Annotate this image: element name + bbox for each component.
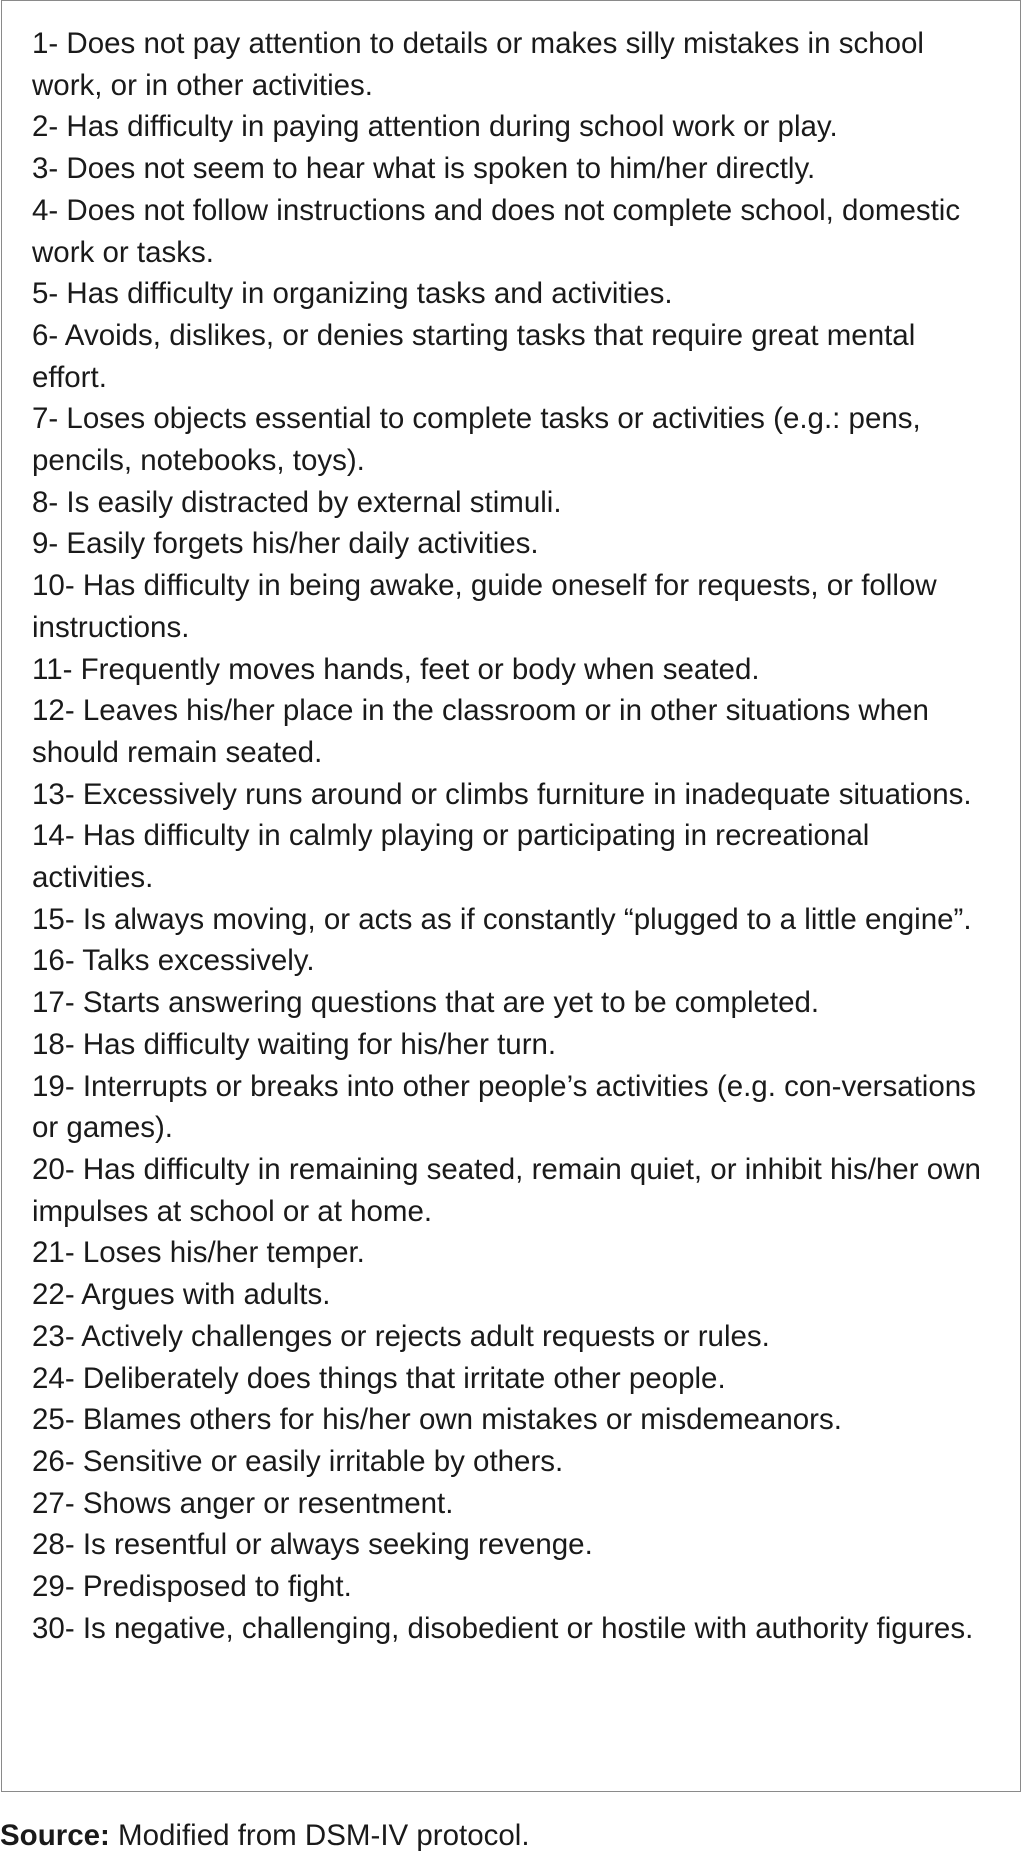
list-item: 2- Has difficulty in paying attention during school work or play. (32, 110, 838, 144)
list-item: 18- Has difficulty waiting for his/her turn. (32, 1027, 557, 1061)
list-item: 11- Frequently moves hands, feet or body when seated. (32, 652, 760, 686)
source-text: Modified from DSM-IV protocol. (109, 1819, 530, 1852)
source-label: Source: (0, 1819, 110, 1852)
list-item: 20- Has difficulty in remaining seated, remain quiet, or inhibit his/her own impulses at school or at home. (32, 1152, 981, 1228)
list-item: 5- Has difficulty in organizing tasks and activities. (32, 277, 673, 311)
list-item: 21- Loses his/her temper. (32, 1236, 365, 1270)
list-item: 27- Shows anger or resentment. (32, 1486, 454, 1520)
list-item: 3- Does not seem to hear what is spoken to him/her directly. (32, 152, 816, 186)
list-item: 30- Is negative, challenging, disobedient or hostile with authority figures. (32, 1611, 974, 1645)
list-item: 24- Deliberately does things that irritate other people. (32, 1361, 726, 1395)
list-item: 7- Loses objects essential to complete tasks or activities (e.g.: pens, pencils, notebooks, toys). (32, 402, 921, 478)
list-item: 12- Leaves his/her place in the classroom or in other situations when should remain seated. (32, 694, 929, 769)
list-item: 29- Predisposed to fight. (32, 1570, 352, 1604)
list-item: 4- Does not follow instructions and does not complete school, domestic work or tasks. (32, 193, 961, 269)
list-item: 9- Easily forgets his/her daily activities. (32, 527, 539, 561)
list-item: 10- Has difficulty in being awake, guide oneself for requests, or follow instructions. (32, 569, 937, 644)
list-item: 22- Argues with adults. (32, 1278, 331, 1312)
list-item: 8- Is easily distracted by external stimuli. (32, 485, 562, 519)
list-item: 19- Interrupts or breaks into other people’s activities (e.g. con-versations or games). (32, 1069, 976, 1145)
list-item: 28- Is resentful or always seeking revenge. (32, 1528, 593, 1562)
list-item: 25- Blames others for his/her own mistakes or misdemeanors. (32, 1403, 842, 1437)
list-item: 15- Is always moving, or acts as if constantly “plugged to a little engine”. (32, 902, 972, 936)
source-note (0, 1818, 530, 1854)
list-item: 26- Sensitive or easily irritable by others. (32, 1444, 564, 1478)
list-item: 13- Excessively runs around or climbs furniture in inadequate situations. (32, 777, 972, 811)
questionnaire-item-list (2, 1, 1020, 1649)
list-item: 1- Does not pay attention to details or makes silly mistakes in school work, or in other activities. (32, 27, 924, 102)
list-item: 17- Starts answering questions that are yet to be completed. (32, 986, 820, 1020)
list-item: 14- Has difficulty in calmly playing or participating in recreational activities. (32, 819, 870, 895)
list-item: 23- Actively challenges or rejects adult requests or rules. (32, 1319, 770, 1353)
list-item: 6- Avoids, dislikes, or denies starting tasks that require great mental effort. (32, 318, 916, 394)
list-item: 16- Talks excessively. (32, 944, 315, 978)
questionnaire-box (1, 0, 1021, 1792)
